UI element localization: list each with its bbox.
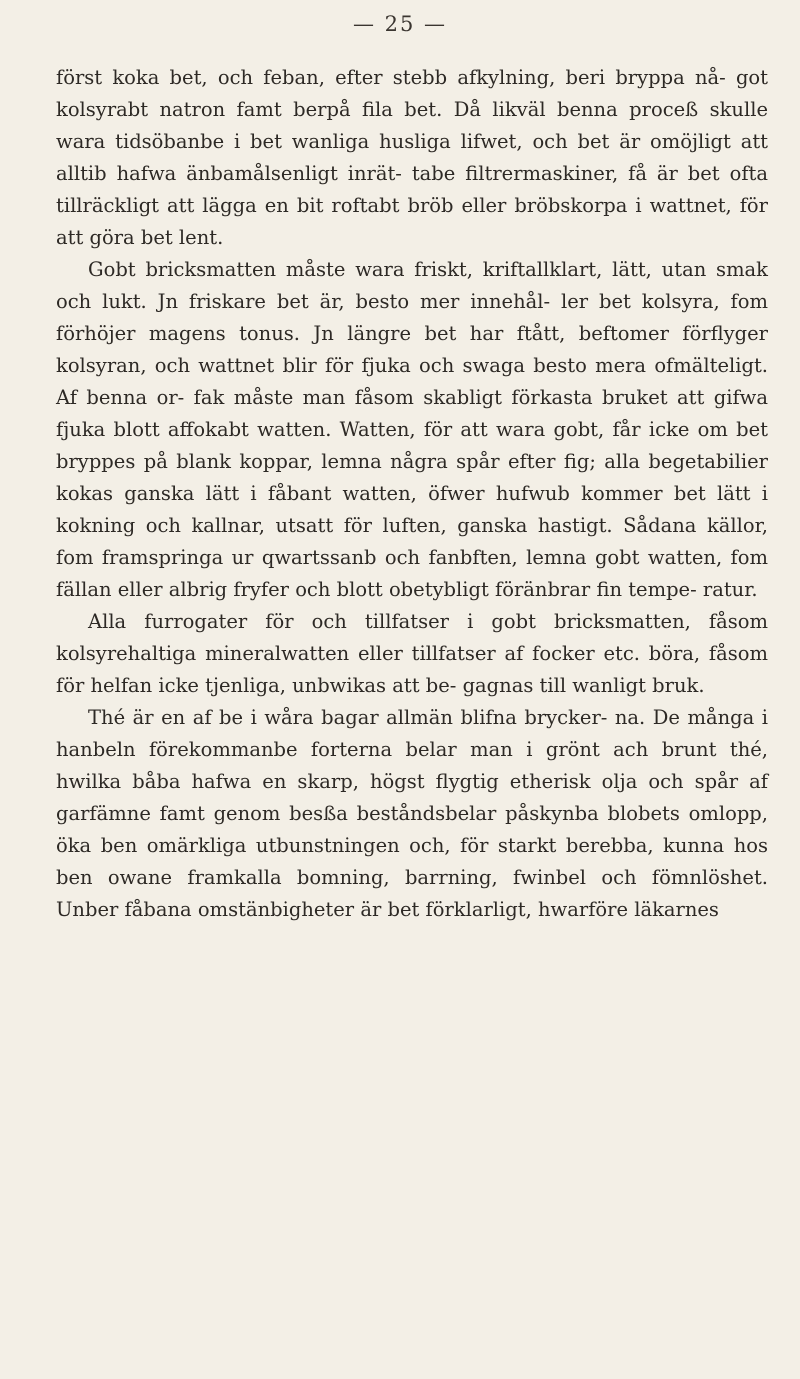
body-text (56, 62, 768, 926)
paragraph-surrogates: Alla furrogater för och tillfatser i gobt bricksmatten, fåsom kolsyrehaltiga mineralwatten eller tillfatser af focker etc. böra, fåsom för helfan icke tjenliga, unbwikas att be- gagnas till wanligt bruk. (56, 610, 768, 697)
page-number: — 25 — (352, 12, 448, 36)
paragraph-tea: Thé är en af be i wåra bagar allmän blifna brycker- na. De många i hanbeln förekommanbe forterna belar man i grönt ach brunt thé, hwilka båba hafwa en skarp, högst flygtig etherisk olja och spår af garfämne famt genom besßa beståndsbelar påskynba blobets omlopp, öka ben omärkliga utbunstningen och, för starkt berebba, kunna hos ben owane framkalla bomning, barrning, fwinbel och fömnlöshet. Unber fåbana omstänbigheter är bet förklarligt, hwarföre läkarnes (56, 706, 768, 921)
paragraph-good-water: Gobt bricksmatten måste wara friskt, kriftallklart, lätt, utan smak och lukt. Jn friskare bet är, besto mer innehål- ler bet kolsyra, fom förhöjer magens tonus. Jn längre bet har ftått, beftomer förflyger kolsyran, och wattnet blir för fjuka och swaga besto mera ofmältеligt. Af benna or- fak måste man fåsom skabligt förkasta brukеt att gifwa fjuka blott affokabt watten. Watten, för att wara gobt, får icke om bet bryppes på blank koppar, lemna några spår efter fig; alla begetabilier kokas ganska lätt i fåbant watten, öfwer hufwub kommer bet lätt i kokning och kallnar, utsatt för luften, ganska hastigt. Sådana källor, fom framspringa ur qwartssanb och fanbften, lemna gobt watten, fom fällan eller albrig fryfer och blott obetybligt föränbrar fin tempe- ratur. (56, 258, 768, 601)
paragraph-continuation: först kokа bet, och feban, efter stebb afkylning, beri bryppa nå- got kolsyrabt natron famt berpå fila bet. Då likväl benna proceß skulle wara tidsöbanbe i bet wanliga husliga lifwet, och bet är omöjligt att alltib hafwa änbamålsenligt inrät- tabe filtrermaskiner, få är bet ofta tillräckligt att lägga en bit roftabt bröb eller bröbskorpa i wattnet, för att göra bet lent. (56, 66, 768, 249)
